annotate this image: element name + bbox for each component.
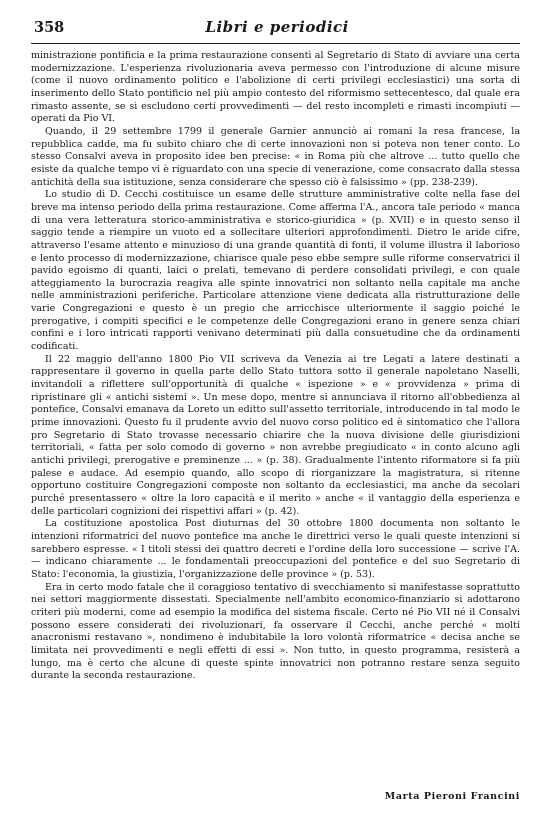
running-title: Libri e periodici [205, 18, 349, 36]
paragraph-3: Lo studio di D. Cecchi costituisce un esame delle strutture amministrative colte nella fase del breve ma intenso periodo della prima restaurazione. Come afferma l'A., ancora tale periodo « manca di una vera letteratura storico-amministrativa e storico-giuridica » (p. XVII) e in questo senso il saggio tende a riempire un vuoto ed a sollecitare ulteriori approfondimenti. Dietro le aride cifre, attraverso l'esame attento e minuzioso di una grande quantità di fonti, il volume illustra il laborioso e lento processo di modernizzazione, chiarisce quale peso ebbe sempre sulle riforme conservatrici il pavido egoismo di quanti, laici o prelati, temevano di perdere consolidati privilegi, e con quale atteggiamento la burocrazia reagiva alle spinte innovatrici non soltanto nella capitale ma anche nelle amministrazioni periferiche. Particolare attenzione viene dedicata alla ristrutturazione delle varie Congregazioni e questo è un pregio che arricchisce ulteriormente il saggio poiché le prerogative, i compiti specifici e le competenze delle Congregazioni erano in genere senza chiari confini e i loro intricati rapporti venivano determinati più dalla consuetudine che da ordinamenti codificati. [31, 189, 520, 353]
paragraph-1: ministrazione pontificia e la prima restaurazione consentì al Segretario di Stato di avviare una certa modernizzazione. L'esperienza rivoluzionaria aveva permesso con l'introduzione di alcune misure (come il nuovo ordinamento politico e l'abolizione di certi privilegi ecclesiastici) una sorta di inserimento dello Stato pontificio nel più ampio contesto del riformismo settecentesco, dal quale era rimasto assente, se si escludono certi provvedimenti — del resto incompleti e rimasti incompiuti — operati da Pio VI. [31, 50, 520, 125]
page-number: 358 [34, 19, 65, 36]
author-signature: Marta Pieroni Francini [384, 791, 520, 802]
paragraph-4: Il 22 maggio dell'anno 1800 Pio VII scriveva da Venezia ai tre Legati a latere destinati a rappresentare il governo in quella parte dello Stato tuttora sotto il generale napoletano Naselli, invitandoli a riflettere sull'opportunità di qualche « ispezione » e « provvidenza » prima di ripristinare gli « antichi sistemi ». Un mese dopo, mentre si annunciava il ritorno all'obbedienza al pontefice, Consalvi emanava da Loreto un editto sull'assetto territoriale, introducendo in tal modo le prime innovazioni. Questo fu il prudente avvio del nuovo corso politico ed è sintomatico che l'allora pro Segretario di Stato trovasse necessario chiarire che la nuova divisione delle giurisdizioni territoriali, « fatta per solo comodo di governo » non avrebbe pregiudicato « in conto alcuno agli antichi privilegi, prerogative e preminenze ... » (p. 38). Gradualmente l'intento riformatore si fa più palese e audace. Ad esempio quando, allo scopo di riorganizzare la magistratura, si ritenne opportuno costituire Congregazioni composte non soltanto da ecclesiastici, ma anche da secolari purché presentassero « oltre la loro capacità e il merito » anche « il vantaggio della esperienza e delle particolari cognizioni dei rispettivi affari » (p. 42). [31, 353, 520, 517]
article-body [31, 50, 520, 683]
page-header [31, 18, 520, 44]
paragraph-6: Era in certo modo fatale che il coraggioso tentativo di svecchiamento si manifestasse soprattutto nei settori maggiormente dissestati. Specialmente nell'ambito economico-finanziario si adottarono criteri più moderni, come ad esempio la modifica del sistema fiscale. Certo né Pio VII né il Consalvi possono essere considerati dei rivoluzionari, fa osservare il Cecchi, anche perché « molti anacronismi restavano », nondimeno è indubitabile la loro volontà riformatrice « decisa anche se limitata nei provvedimenti e negli effetti di essi ». Non tutto, in questo programma, resisterà a lungo, ma è certo che alcune di queste spinte innovatrici non potranno restare senza seguito durante la seconda restaurazione. [31, 581, 520, 682]
paragraph-5: La costituzione apostolica Post diuturnas del 30 ottobre 1800 documenta non soltanto le intenzioni riformatrici del nuovo pontefice ma anche le direttrici verso le quali queste intenzioni si sarebbero espresse. « I titoli stessi dei quattro decreti e l'ordine della loro successione — scrive l'A. — indicano chiaramente ... le fondamentali preoccupazioni del pontefice e del suo Segretario di Stato: l'economia, la giustizia, l'organizzazione delle province » (p. 53). [31, 518, 520, 580]
paragraph-2: Quando, il 29 settembre 1799 il generale Garnier annunciò ai romani la resa francese, la repubblica cadde, ma fu subito chiaro che di certe innovazioni non si poteva non tener conto. Lo stesso Consalvi aveva in proposito idee ben precise: « in Roma più che altrove ... tutto quello che esiste da qualche tempo vi è riguardato con una specie di venerazione, come consacrato dalla stessa antichità della sua istituzione, senza considerare che spesso ciò è falsissimo » (pp. 238-239). [31, 125, 520, 188]
